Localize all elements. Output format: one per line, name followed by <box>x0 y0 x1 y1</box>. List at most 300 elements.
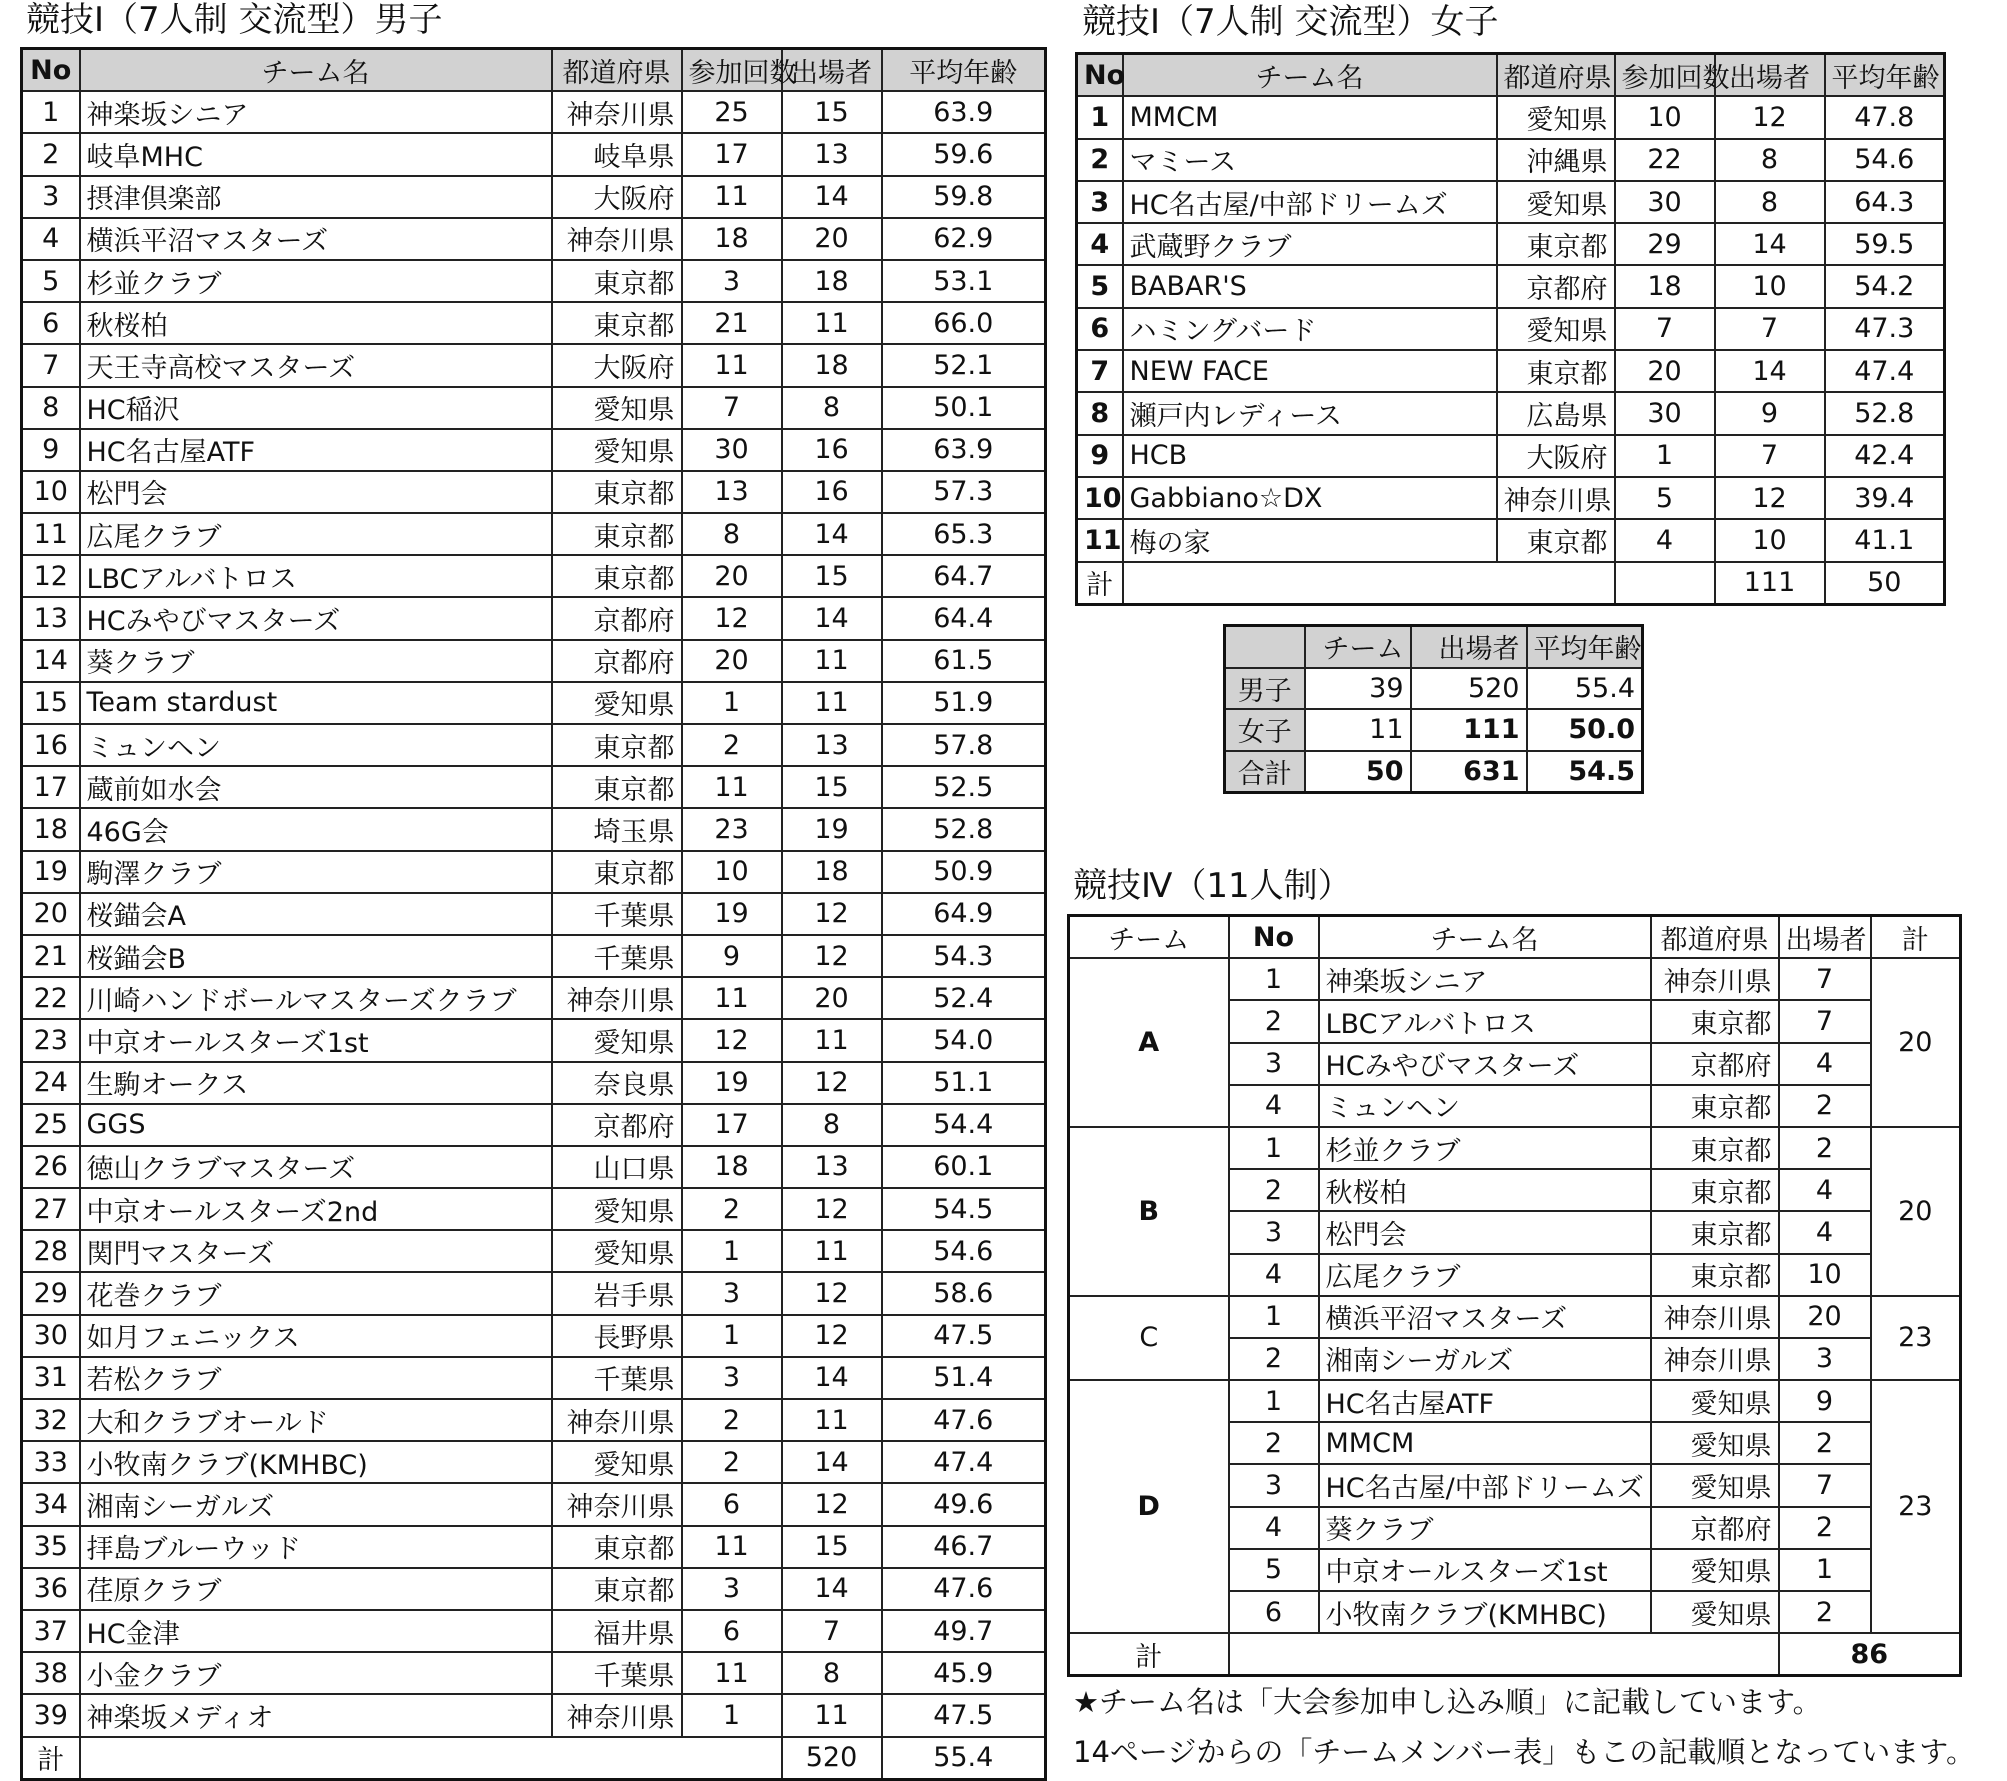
avg-age: 63.9 <box>882 91 1046 133</box>
team-no: 17 <box>22 766 80 808</box>
players: 20 <box>782 977 882 1019</box>
participations: 8 <box>682 513 782 555</box>
team-no: 2 <box>1229 1422 1319 1464</box>
total-label: 計 <box>1069 1633 1229 1676</box>
total-players: 520 <box>782 1737 882 1780</box>
avg-age: 47.4 <box>1825 350 1945 392</box>
players: 14 <box>782 1357 882 1399</box>
total-label: 計 <box>1077 562 1123 605</box>
total-label: 計 <box>22 1737 80 1780</box>
avg-age: 54.4 <box>882 1104 1046 1146</box>
total-blank <box>1229 1633 1779 1676</box>
team-row <box>1077 181 1945 223</box>
g4-header-row <box>1069 916 1961 959</box>
team-row <box>22 260 1046 302</box>
team-no: 4 <box>1229 1507 1319 1549</box>
avg-age: 52.5 <box>882 766 1046 808</box>
participations: 12 <box>682 597 782 639</box>
participations: 1 <box>1615 435 1715 477</box>
row-label: 合計 <box>1225 751 1305 793</box>
avg-age: 55.4 <box>1527 668 1643 710</box>
players: 18 <box>782 851 882 893</box>
prefecture: 東京都 <box>552 724 682 766</box>
summary-row-women <box>1225 709 1643 751</box>
team-no: 38 <box>22 1652 80 1694</box>
players: 9 <box>1779 1380 1871 1422</box>
group-total: 23 <box>1871 1380 1961 1633</box>
g4-team-row <box>1069 1296 1961 1338</box>
players: 8 <box>782 1652 882 1694</box>
team-row <box>22 1610 1046 1652</box>
prefecture: 東京都 <box>1651 1127 1779 1169</box>
avg-age: 47.5 <box>882 1315 1046 1357</box>
team-no: 1 <box>1229 1296 1319 1338</box>
team-no: 35 <box>22 1526 80 1568</box>
prefecture: 東京都 <box>552 302 682 344</box>
avg-age: 52.8 <box>1825 392 1945 434</box>
players: 8 <box>1715 139 1825 181</box>
players: 13 <box>782 133 882 175</box>
team-row <box>22 1146 1046 1188</box>
prefecture: 愛知県 <box>1497 96 1615 138</box>
prefecture: 千葉県 <box>552 1652 682 1694</box>
team-name: 大和クラブオールド <box>80 1399 552 1441</box>
prefecture: 京都府 <box>552 597 682 639</box>
players: 4 <box>1779 1043 1871 1085</box>
prefecture: 埼玉県 <box>552 808 682 850</box>
total-avg-age: 50 <box>1825 562 1945 605</box>
avg-age: 66.0 <box>882 302 1046 344</box>
team-name: HCみやびマスターズ <box>80 597 552 639</box>
participations: 1 <box>682 1230 782 1272</box>
players: 14 <box>782 1441 882 1483</box>
team-no: 5 <box>22 260 80 302</box>
prefecture: 沖縄県 <box>1497 139 1615 181</box>
team-no: 3 <box>1229 1211 1319 1253</box>
players: 11 <box>782 1230 882 1272</box>
team-no: 21 <box>22 935 80 977</box>
players: 14 <box>782 513 882 555</box>
team-no: 29 <box>22 1272 80 1314</box>
avg-age: 47.5 <box>882 1694 1046 1736</box>
avg-age: 52.8 <box>882 808 1046 850</box>
team-no: 7 <box>22 344 80 386</box>
team-name: ハミングバード <box>1123 308 1497 350</box>
participations: 11 <box>682 176 782 218</box>
players: 12 <box>782 1483 882 1525</box>
prefecture: 神奈川県 <box>1651 1338 1779 1380</box>
prefecture: 神奈川県 <box>552 218 682 260</box>
team-no: 25 <box>22 1104 80 1146</box>
summary-table <box>1223 624 1644 794</box>
team-row <box>22 176 1046 218</box>
participations: 6 <box>682 1610 782 1652</box>
team-row <box>22 724 1046 766</box>
team-no: 8 <box>22 387 80 429</box>
team-row <box>22 1483 1046 1525</box>
prefecture: 京都府 <box>552 640 682 682</box>
participations: 20 <box>682 555 782 597</box>
team-no: 34 <box>22 1483 80 1525</box>
team-no: 36 <box>22 1568 80 1610</box>
players: 13 <box>782 1146 882 1188</box>
avg-age: 60.1 <box>882 1146 1046 1188</box>
team-row <box>22 302 1046 344</box>
team-name: 駒澤クラブ <box>80 851 552 893</box>
team-name: BABAR'S <box>1123 265 1497 307</box>
team-name: 湘南シーガルズ <box>80 1483 552 1525</box>
participations: 20 <box>1615 350 1715 392</box>
participations: 2 <box>682 1399 782 1441</box>
team-no: 4 <box>1229 1085 1319 1127</box>
prefecture: 東京都 <box>552 555 682 597</box>
g4-title: 競技Ⅳ（11人制） <box>1073 866 1352 906</box>
avg-age: 47.6 <box>882 1568 1046 1610</box>
avg-age: 53.1 <box>882 260 1046 302</box>
avg-age: 64.4 <box>882 597 1046 639</box>
prefecture: 大阪府 <box>552 176 682 218</box>
col-prefecture: 都道府県 <box>1497 54 1615 97</box>
players: 12 <box>782 935 882 977</box>
prefecture: 岩手県 <box>552 1272 682 1314</box>
avg-age: 49.7 <box>882 1610 1046 1652</box>
team-row <box>1077 350 1945 392</box>
prefecture: 愛知県 <box>552 682 682 724</box>
col-team-name: チーム名 <box>1319 916 1651 959</box>
prefecture: 愛知県 <box>552 1019 682 1061</box>
team-no: 9 <box>22 429 80 471</box>
team-row <box>1077 265 1945 307</box>
total-blank <box>1123 562 1615 605</box>
team-no: 18 <box>22 808 80 850</box>
summary-row-men <box>1225 668 1643 710</box>
avg-age: 54.5 <box>882 1188 1046 1230</box>
players: 13 <box>782 724 882 766</box>
avg-age: 47.3 <box>1825 308 1945 350</box>
participations: 30 <box>682 429 782 471</box>
team-row <box>22 513 1046 555</box>
team-name: LBCアルバトロス <box>80 555 552 597</box>
team-name: マミース <box>1123 139 1497 181</box>
col-players: 出場者 <box>1411 626 1527 668</box>
players: 10 <box>1715 519 1825 561</box>
participations: 3 <box>682 1357 782 1399</box>
team-no: 2 <box>1077 139 1123 181</box>
avg-age: 57.8 <box>882 724 1046 766</box>
note-order: ★チーム名は「大会参加申し込み順」に記載しています。 <box>1073 1685 1822 1719</box>
summary-header-row <box>1225 626 1643 668</box>
avg-age: 47.4 <box>882 1441 1046 1483</box>
team-name: ミュンヘン <box>80 724 552 766</box>
players: 10 <box>1779 1254 1871 1296</box>
participations: 11 <box>682 344 782 386</box>
team-row <box>22 640 1046 682</box>
note-member-list: 14ページからの「チームメンバー表」もこの記載順となっています。 <box>1073 1735 1975 1769</box>
avg-age: 52.1 <box>882 344 1046 386</box>
group-total: 20 <box>1871 958 1961 1127</box>
avg-age: 64.3 <box>1825 181 1945 223</box>
prefecture: 神奈川県 <box>1497 477 1615 519</box>
prefecture: 広島県 <box>1497 392 1615 434</box>
team-name: MMCM <box>1319 1422 1651 1464</box>
avg-age: 51.4 <box>882 1357 1046 1399</box>
team-name: 若松クラブ <box>80 1357 552 1399</box>
group-label: A <box>1069 958 1229 1127</box>
prefecture: 愛知県 <box>1651 1380 1779 1422</box>
participations: 3 <box>682 260 782 302</box>
avg-age: 45.9 <box>882 1652 1046 1694</box>
men-table <box>20 47 1047 1781</box>
team-row <box>22 766 1046 808</box>
team-no: 3 <box>1229 1043 1319 1085</box>
prefecture: 東京都 <box>1651 1169 1779 1211</box>
avg-age: 58.6 <box>882 1272 1046 1314</box>
prefecture: 愛知県 <box>552 429 682 471</box>
players: 15 <box>782 91 882 133</box>
total-value: 86 <box>1779 1633 1961 1676</box>
col-no: No <box>22 49 80 92</box>
prefecture: 東京都 <box>552 1526 682 1568</box>
team-no: 19 <box>22 851 80 893</box>
team-no: 22 <box>22 977 80 1019</box>
players: 15 <box>782 1526 882 1568</box>
total-avg-age: 55.4 <box>882 1737 1046 1780</box>
participations: 6 <box>682 1483 782 1525</box>
team-no: 1 <box>22 91 80 133</box>
group-label: C <box>1069 1296 1229 1380</box>
players: 2 <box>1779 1422 1871 1464</box>
team-no: 33 <box>22 1441 80 1483</box>
players: 12 <box>782 1188 882 1230</box>
players: 12 <box>782 893 882 935</box>
team-name: 小牧南クラブ(KMHBC) <box>80 1441 552 1483</box>
team-row <box>22 808 1046 850</box>
players: 2 <box>1779 1591 1871 1633</box>
players: 14 <box>782 1568 882 1610</box>
prefecture: 千葉県 <box>552 1357 682 1399</box>
prefecture: 愛知県 <box>1651 1464 1779 1506</box>
participations: 18 <box>682 1146 782 1188</box>
team-no: 8 <box>1077 392 1123 434</box>
team-no: 5 <box>1077 265 1123 307</box>
team-name: 杉並クラブ <box>80 260 552 302</box>
participations: 5 <box>1615 477 1715 519</box>
team-name: 葵クラブ <box>80 640 552 682</box>
prefecture: 愛知県 <box>1651 1549 1779 1591</box>
team-name: 瀬戸内レディース <box>1123 392 1497 434</box>
participations: 23 <box>682 808 782 850</box>
players: 14 <box>782 597 882 639</box>
team-no: 28 <box>22 1230 80 1272</box>
team-name: 桜錨会A <box>80 893 552 935</box>
col-avg-age: 平均年齢 <box>882 49 1046 92</box>
players: 11 <box>782 640 882 682</box>
prefecture: 東京都 <box>552 851 682 893</box>
team-name: 秋桜柏 <box>1319 1169 1651 1211</box>
players: 11 <box>782 682 882 724</box>
players: 11 <box>782 1019 882 1061</box>
team-row <box>22 1188 1046 1230</box>
teams: 50 <box>1305 751 1411 793</box>
team-row <box>22 1526 1046 1568</box>
teams: 11 <box>1305 709 1411 751</box>
team-name: 岐阜MHC <box>80 133 552 175</box>
team-name: 生駒オークス <box>80 1062 552 1104</box>
team-no: 2 <box>1229 1338 1319 1380</box>
players: 7 <box>1779 1000 1871 1042</box>
prefecture: 福井県 <box>552 1610 682 1652</box>
team-no: 9 <box>1077 435 1123 477</box>
participations: 19 <box>682 1062 782 1104</box>
women-header-row <box>1077 54 1945 97</box>
team-no: 4 <box>1229 1254 1319 1296</box>
team-name: 摂津倶楽部 <box>80 176 552 218</box>
team-no: 32 <box>22 1399 80 1441</box>
players: 15 <box>782 555 882 597</box>
team-name: 神楽坂シニア <box>80 91 552 133</box>
prefecture: 神奈川県 <box>1651 1296 1779 1338</box>
players: 631 <box>1411 751 1527 793</box>
team-no: 30 <box>22 1315 80 1357</box>
avg-age: 54.3 <box>882 935 1046 977</box>
team-name: HC名古屋ATF <box>1319 1380 1651 1422</box>
avg-age: 65.3 <box>882 513 1046 555</box>
avg-age: 39.4 <box>1825 477 1945 519</box>
participations: 25 <box>682 91 782 133</box>
team-no: 16 <box>22 724 80 766</box>
players: 12 <box>1715 96 1825 138</box>
prefecture: 京都府 <box>1497 265 1615 307</box>
team-name: 武蔵野クラブ <box>1123 223 1497 265</box>
team-name: 天王寺高校マスターズ <box>80 344 552 386</box>
participations: 11 <box>682 1526 782 1568</box>
team-name: 小金クラブ <box>80 1652 552 1694</box>
prefecture: 東京都 <box>1497 350 1615 392</box>
participations: 3 <box>682 1568 782 1610</box>
avg-age: 51.9 <box>882 682 1046 724</box>
players: 2 <box>1779 1085 1871 1127</box>
avg-age: 46.7 <box>882 1526 1046 1568</box>
prefecture: 東京都 <box>552 1568 682 1610</box>
total-blank <box>80 1737 782 1780</box>
col-avg-age: 平均年齢 <box>1825 54 1945 97</box>
team-name: MMCM <box>1123 96 1497 138</box>
team-no: 1 <box>1077 96 1123 138</box>
col-team-name: チーム名 <box>80 49 552 92</box>
col-avg-age: 平均年齢 <box>1527 626 1643 668</box>
participations: 18 <box>1615 265 1715 307</box>
team-no: 2 <box>1229 1169 1319 1211</box>
team-no: 1 <box>1229 1127 1319 1169</box>
prefecture: 大阪府 <box>1497 435 1615 477</box>
prefecture: 東京都 <box>1651 1254 1779 1296</box>
summary-row-total <box>1225 751 1643 793</box>
team-row <box>22 429 1046 471</box>
players: 15 <box>782 766 882 808</box>
team-name: 関門マスターズ <box>80 1230 552 1272</box>
prefecture: 東京都 <box>1497 519 1615 561</box>
team-no: 4 <box>22 218 80 260</box>
team-row <box>22 1568 1046 1610</box>
team-no: 5 <box>1229 1549 1319 1591</box>
team-name: NEW FACE <box>1123 350 1497 392</box>
team-name: 湘南シーガルズ <box>1319 1338 1651 1380</box>
participations: 29 <box>1615 223 1715 265</box>
team-name: ミュンヘン <box>1319 1085 1651 1127</box>
team-row <box>22 1315 1046 1357</box>
prefecture: 神奈川県 <box>1651 958 1779 1000</box>
participations: 3 <box>682 1272 782 1314</box>
team-row <box>22 1694 1046 1736</box>
players: 14 <box>1715 350 1825 392</box>
team-row <box>22 1399 1046 1441</box>
players: 11 <box>782 1694 882 1736</box>
participations: 30 <box>1615 181 1715 223</box>
team-name: 花巻クラブ <box>80 1272 552 1314</box>
avg-age: 64.7 <box>882 555 1046 597</box>
team-no: 10 <box>1077 477 1123 519</box>
team-name: 松門会 <box>80 471 552 513</box>
team-row <box>1077 223 1945 265</box>
team-no: 15 <box>22 682 80 724</box>
g4-total-row <box>1069 1633 1961 1676</box>
team-name: 中京オールスターズ2nd <box>80 1188 552 1230</box>
col-no: No <box>1077 54 1123 97</box>
team-row <box>1077 392 1945 434</box>
participations: 11 <box>682 766 782 808</box>
players: 11 <box>782 302 882 344</box>
participations: 4 <box>1615 519 1715 561</box>
avg-age: 50.0 <box>1527 709 1643 751</box>
players: 11 <box>782 1399 882 1441</box>
team-row <box>22 597 1046 639</box>
team-no: 4 <box>1077 223 1123 265</box>
avg-age: 54.6 <box>882 1230 1046 1272</box>
players: 7 <box>782 1610 882 1652</box>
prefecture: 愛知県 <box>1497 308 1615 350</box>
team-row <box>22 1104 1046 1146</box>
participations: 30 <box>1615 392 1715 434</box>
participations: 10 <box>1615 96 1715 138</box>
players: 20 <box>1779 1296 1871 1338</box>
prefecture: 東京都 <box>1651 1085 1779 1127</box>
prefecture: 愛知県 <box>1651 1422 1779 1464</box>
team-name: HCみやびマスターズ <box>1319 1043 1651 1085</box>
team-row <box>22 893 1046 935</box>
team-no: 23 <box>22 1019 80 1061</box>
players: 7 <box>1779 1464 1871 1506</box>
team-row <box>22 1357 1046 1399</box>
participations: 1 <box>682 1315 782 1357</box>
players: 12 <box>782 1062 882 1104</box>
avg-age: 61.5 <box>882 640 1046 682</box>
participations: 11 <box>682 977 782 1019</box>
participations: 9 <box>682 935 782 977</box>
g4-team-row <box>1069 958 1961 1000</box>
team-name: 蔵前如水会 <box>80 766 552 808</box>
prefecture: 神奈川県 <box>552 91 682 133</box>
summary-corner <box>1225 626 1305 668</box>
women-title: 競技Ⅰ（7人制 交流型）女子 <box>1082 2 1499 42</box>
team-row <box>22 555 1046 597</box>
avg-age: 59.6 <box>882 133 1046 175</box>
team-no: 14 <box>22 640 80 682</box>
prefecture: 神奈川県 <box>552 1694 682 1736</box>
col-sum: 計 <box>1871 916 1961 959</box>
team-name: 桜錨会B <box>80 935 552 977</box>
players: 2 <box>1779 1127 1871 1169</box>
participations: 19 <box>682 893 782 935</box>
